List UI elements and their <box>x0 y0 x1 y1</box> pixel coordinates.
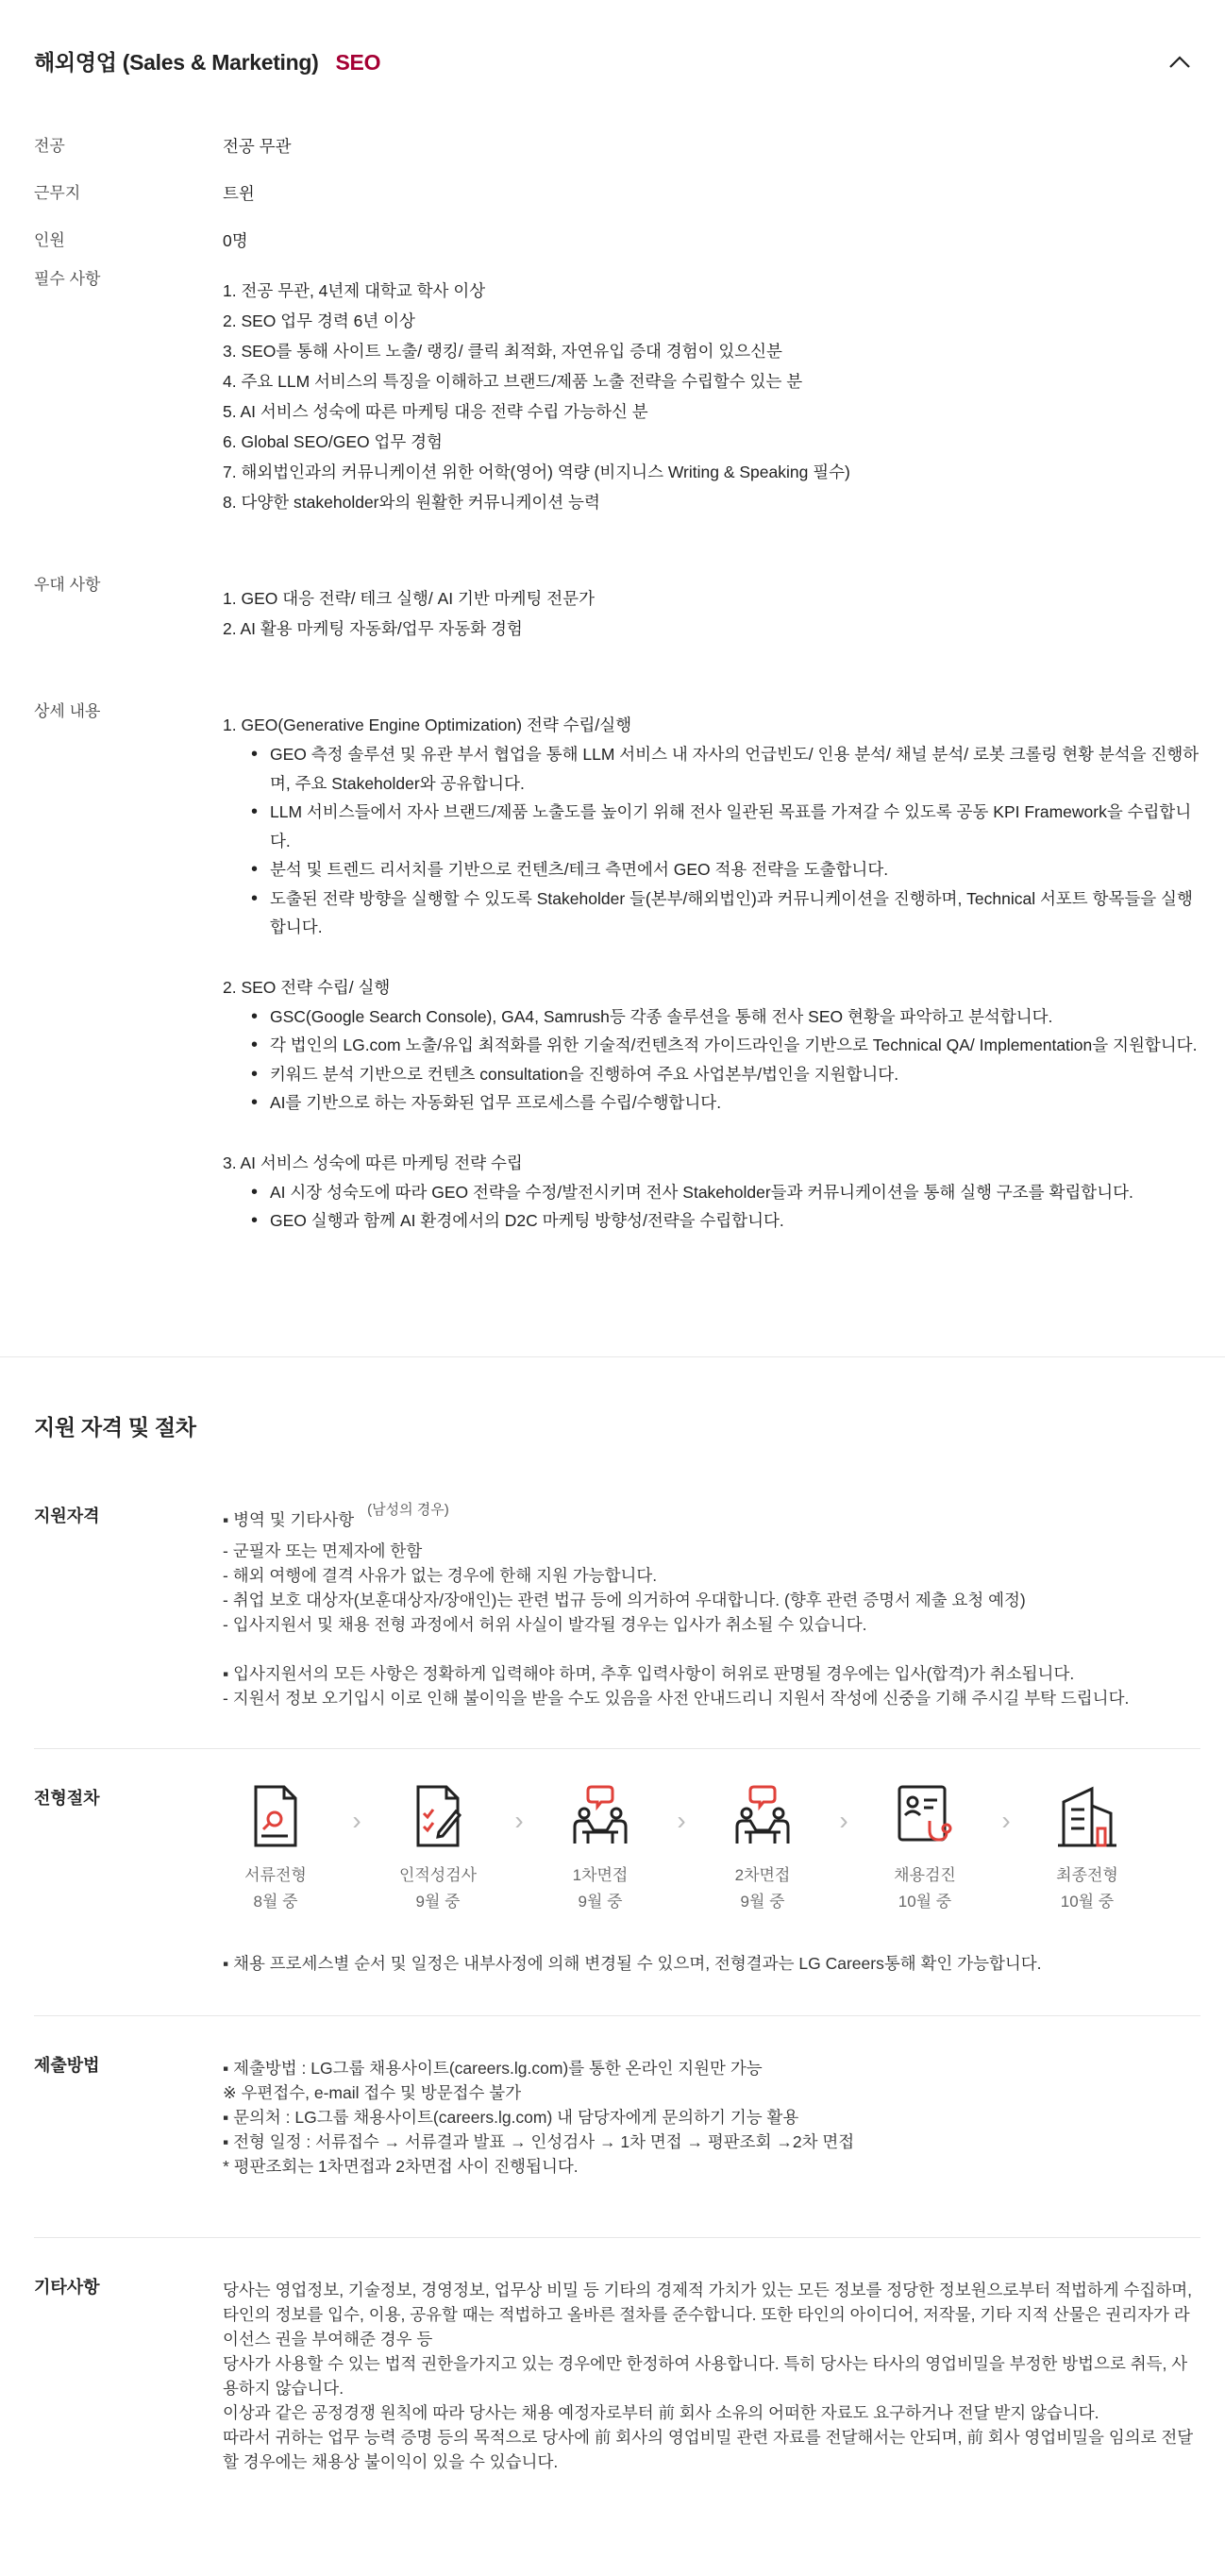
submission-line: ▪ 제출방법 : LG그룹 채용사이트(careers.lg.com)를 통한 온라인 지원만 가능 <box>223 2058 763 2078</box>
qualification-line: ▪ 병역 및 기타사항 <box>223 1509 355 1529</box>
step-when: 10월 중 <box>898 1892 952 1911</box>
list-item: • AI를 기반으로 하는 자동화된 업무 프로세스를 수립/수행합니다. <box>270 1088 1200 1118</box>
etc-label: 기타사항 <box>34 2277 100 2297</box>
process-step <box>376 1783 500 1915</box>
chevron-right-icon: › <box>352 1805 361 1835</box>
step-name: 최종전형 <box>1056 1865 1118 1884</box>
qualification-body <box>223 1501 1200 1710</box>
job-title <box>34 47 380 77</box>
etc-line: 당사는 영업정보, 기술정보, 경영정보, 업무상 비밀 등 기타의 경제적 가치가 있는 모든 정보를 정당한 정보원으로부터 적법하게 수집하며, 타인의 정보를 입수, 이용, 공유할 때는 적법하고 올바른 절차를 준수합니다. 또한 타인의 아이디어, 저작물, 기타 지적 산물은 권리자가 라이선스 권을 부여해준 경우 등 <box>223 2280 1193 2349</box>
step-name: 1차면접 <box>572 1865 629 1884</box>
details-bullets <box>270 1178 1200 1236</box>
etc-body <box>223 2272 1200 2474</box>
field-row-location <box>34 170 1200 217</box>
step-when: 9월 중 <box>578 1892 623 1911</box>
job-header[interactable] <box>34 0 1200 123</box>
job-title-text: 해외영업 (Sales & Marketing) <box>34 50 319 75</box>
step-when: 9월 중 <box>740 1892 785 1911</box>
required-label: 필수 사항 <box>34 270 101 288</box>
interview-icon <box>567 1783 633 1849</box>
details-bullets <box>270 740 1200 942</box>
step-name: 인적성검사 <box>398 1865 478 1884</box>
list-item: • 도출된 전략 방향을 실행할 수 있도록 Stakeholder 들(본부/해외법인)과 커뮤니케이션을 진행하며, Technical 서포트 항목들을 실행합니다. <box>270 884 1200 942</box>
details-label: 상세 내용 <box>34 702 101 720</box>
etc-line: 따라서 귀하는 업무 능력 증명 등의 목적으로 당사에 前 회사의 영업비밀 관련 자료를 전달해서는 안되며, 前 회사 영업비밀을 임의로 전달할 경우에는 채용상 불이익이 있을 수 있습니다. <box>223 2427 1194 2471</box>
list-item: • 키워드 분석 기반으로 컨텐츠 consultation을 진행하여 주요 사업본부/법인을 지원합니다. <box>270 1060 1200 1089</box>
submission-line: ※ 우편접수, e-mail 접수 및 방문접수 불가 <box>223 2082 522 2102</box>
process-note: ▪ 채용 프로세스별 순서 및 일정은 내부사정에 의해 변경될 수 있으며, 전형결과는 LG Careers통해 확인 가능합니다. <box>223 1953 1042 1973</box>
list-item: 8. 다양한 stakeholder와의 원활한 커뮤니케이션 능력 <box>223 493 600 512</box>
step-name: 2차면접 <box>734 1865 791 1884</box>
field-label: 근무지 <box>34 184 81 202</box>
collapse-button[interactable] <box>1161 43 1199 81</box>
qualification-note: (남성의 경우) <box>367 1501 449 1518</box>
list-item: 1. 전공 무관, 4년제 대학교 학사 이상 <box>223 281 486 300</box>
details-section <box>34 699 1200 1236</box>
qualification-line: - 지원서 정보 오기입시 이로 인해 불이익을 받을 수도 있음을 사전 안내드리니 지원서 작성에 신중을 기해 주시길 부탁 드립니다. <box>223 1688 1130 1708</box>
building-icon <box>1054 1783 1120 1849</box>
etc-line: 이상과 같은 공정경쟁 원칙에 따라 당사는 채용 예정자로부터 前 회사 소유의 어떠한 자료도 요구하거나 전달 받지 않습니다. <box>223 2402 1099 2422</box>
step-name: 채용검진 <box>894 1865 956 1884</box>
document-search-icon <box>243 1783 309 1849</box>
chevron-right-icon: › <box>839 1805 848 1835</box>
step-name: 서류전형 <box>244 1865 307 1884</box>
process-body <box>223 1783 1200 1976</box>
submission-row <box>34 2016 1200 2238</box>
list-item: 7. 해외법인과의 커뮤니케이션 위한 어학(영어) 역량 (비지니스 Writing & Speaking 필수) <box>223 463 850 481</box>
checklist-pen-icon <box>405 1783 471 1849</box>
submission-line: ▪ 문의처 : LG그룹 채용사이트(careers.lg.com) 내 담당자에게 문의하기 기능 활용 <box>223 2107 799 2127</box>
preferred-label: 우대 사항 <box>34 576 101 594</box>
chevron-right-icon: › <box>677 1805 686 1835</box>
process-steps <box>213 1783 1200 1915</box>
submission-line: * 평판조회는 1차면접과 2차면접 사이 진행됩니다. <box>223 2156 579 2176</box>
field-value: 트윈 <box>223 184 255 203</box>
step-when: 9월 중 <box>415 1892 461 1911</box>
list-item: 6. Global SEO/GEO 업무 경험 <box>223 432 443 451</box>
submission-label: 제출방법 <box>34 2055 100 2075</box>
qualification-line: ▪ 입사지원서의 모든 사항은 정확하게 입력해야 하며, 추후 입력사항이 허위로 판명될 경우에는 입사(합격)가 취소됩니다. <box>223 1663 1075 1683</box>
field-value: 0명 <box>223 231 248 250</box>
details-section-title: 3. AI 서비스 성숙에 따른 마케팅 전략 수립 <box>223 1153 523 1172</box>
qualification-line: - 해외 여행에 결격 사유가 없는 경우에 한해 지원 가능합니다. <box>223 1565 658 1585</box>
process-step <box>863 1783 987 1915</box>
list-item: • AI 시장 성숙도에 따라 GEO 전략을 수정/발전시키며 전사 Stakeholder들과 커뮤니케이션을 통해 실행 구조를 확립합니다. <box>270 1178 1200 1207</box>
process-row <box>34 1749 1200 2016</box>
process-step <box>1025 1783 1149 1915</box>
required-list <box>223 266 1200 517</box>
submission-line: ▪ 전형 일정 : 서류접수 → 서류결과 발표 → 인성검사 → 1차 면접 → 평판조회 →2차 면접 <box>223 2131 855 2151</box>
qualification-line: - 입사지원서 및 채용 전형 과정에서 허위 사실이 발각될 경우는 입사가 취소될 수 있습니다. <box>223 1614 867 1634</box>
details-section-title: 1. GEO(Generative Engine Optimization) 전략 수립/실행 <box>223 716 632 734</box>
preferred-section <box>34 572 1200 644</box>
details-bullets <box>270 1002 1200 1118</box>
interview-icon <box>730 1783 796 1849</box>
step-when: 8월 중 <box>253 1892 298 1911</box>
chevron-up-icon <box>1169 56 1190 69</box>
etc-line: 당사가 사용할 수 있는 법적 권한을가지고 있는 경우에만 한정하여 사용합니다. 특히 당사는 타사의 영업비밀을 부정한 방법으로 취득, 사용하지 않습니다. <box>223 2353 1188 2398</box>
list-item: • GEO 측정 솔루션 및 유관 부서 협업을 통해 LLM 서비스 내 자사의 언급빈도/ 인용 분석/ 채널 분석/ 로봇 크롤링 현황 분석을 진행하며, 주요 Stakeholder와 공유합니다. <box>270 740 1200 798</box>
apply-section-title: 지원 자격 및 절차 <box>34 1414 196 1440</box>
qualification-line: - 군필자 또는 면제자에 한함 <box>223 1541 423 1560</box>
list-item: 2. AI 활용 마케팅 자동화/업무 자동화 경험 <box>223 619 523 638</box>
field-row-major <box>34 123 1200 170</box>
details-body <box>223 699 1200 1236</box>
list-item: • LLM 서비스들에서 자사 브랜드/제품 노출도를 높이기 위해 전사 일관된 목표를 가져갈 수 있도록 공동 KPI Framework을 수립합니다. <box>270 798 1200 855</box>
field-label: 전공 <box>34 137 65 155</box>
list-item: 4. 주요 LLM 서비스의 특징을 이해하고 브랜드/제품 노출 전략을 수립할수 있는 분 <box>223 372 803 391</box>
process-step <box>538 1783 663 1915</box>
field-value: 전공 무관 <box>223 137 292 156</box>
qualification-label: 지원자격 <box>34 1506 100 1525</box>
chevron-right-icon: › <box>514 1805 524 1835</box>
preferred-list <box>223 572 1200 644</box>
field-label: 인원 <box>34 231 65 249</box>
details-section-title: 2. SEO 전략 수립/ 실행 <box>223 977 391 997</box>
etc-row <box>34 2238 1200 2531</box>
list-item: • 분석 및 트렌드 리서치를 기반으로 컨텐츠/테크 측면에서 GEO 적용 전략을 도출합니다. <box>270 855 1200 884</box>
process-step <box>213 1783 338 1915</box>
process-label: 전형절차 <box>34 1788 100 1808</box>
process-step <box>700 1783 825 1915</box>
submission-body <box>223 2050 1200 2179</box>
job-tag: SEO <box>335 50 381 75</box>
list-item: 1. GEO 대응 전략/ 테크 실행/ AI 기반 마케팅 전문가 <box>223 589 595 608</box>
list-item: 2. SEO 업무 경력 6년 이상 <box>223 311 415 330</box>
field-row-headcount <box>34 217 1200 264</box>
list-item: • GEO 실행과 함께 AI 환경에서의 D2C 마케팅 방향성/전략을 수립합니다. <box>270 1206 1200 1236</box>
chevron-right-icon: › <box>1001 1805 1011 1835</box>
list-item: • 각 법인의 LG.com 노출/유입 최적화를 위한 기술적/컨텐츠적 가이드라인을 기반으로 Technical QA/ Implementation을 지원합니다. <box>270 1031 1200 1060</box>
list-item: 5. AI 서비스 성숙에 따른 마케팅 대응 전략 수립 가능하신 분 <box>223 402 648 421</box>
qualification-line: - 취업 보호 대상자(보훈대상자/장애인)는 관련 법규 등에 의거하여 우대합니다. (향후 관련 증명서 제출 요청 예정) <box>223 1590 1026 1609</box>
step-when: 10월 중 <box>1060 1892 1115 1911</box>
list-item: • GSC(Google Search Console), GA4, Samrush등 각종 솔루션을 통해 전사 SEO 현황을 파악하고 분석합니다. <box>270 1002 1200 1032</box>
qualification-row <box>34 1501 1200 1749</box>
list-item: 3. SEO를 통해 사이트 노출/ 랭킹/ 클릭 최적화, 자연유입 증대 경험이 있으신분 <box>223 342 782 361</box>
required-section <box>34 266 1200 517</box>
medical-check-icon <box>892 1783 958 1849</box>
